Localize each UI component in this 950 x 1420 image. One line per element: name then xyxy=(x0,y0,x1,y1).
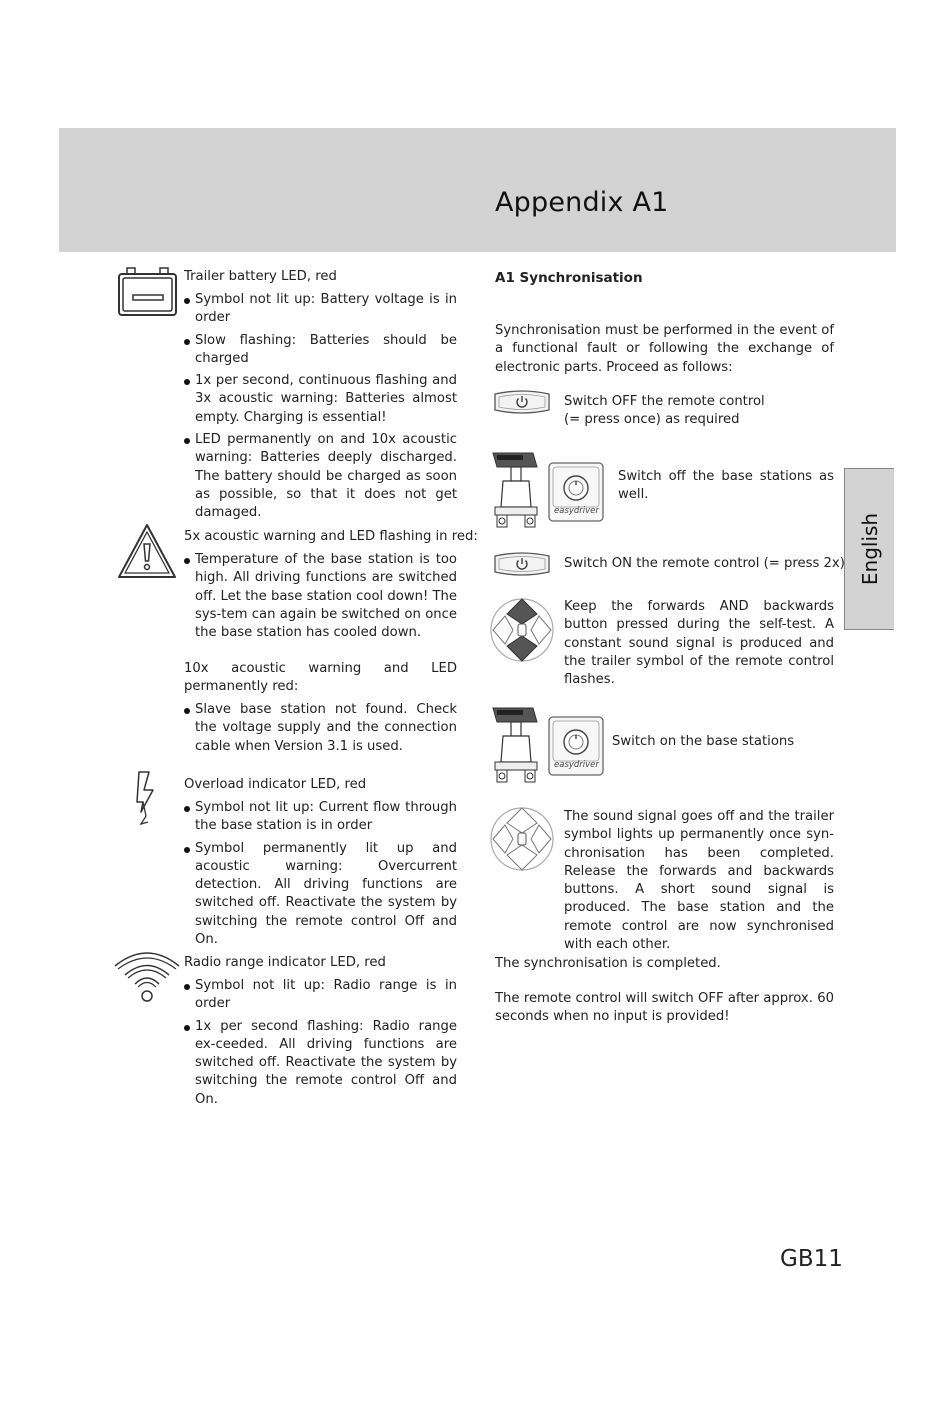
remote-keypad-icon xyxy=(489,803,555,875)
list-item: 1x per second, continuous flashing and 3x acoustic warning: Batteries almost empty. Charging is essential! xyxy=(184,372,457,427)
list-item: 1x per second flashing: Radio range ex-ceeded. All driving functions are switched off. Reactivate the system by switching the remote control Off and On. xyxy=(184,1018,457,1109)
overload-heading: Overload indicator LED, red xyxy=(184,777,367,792)
completed-text: The synchronisation is completed. xyxy=(495,956,721,971)
step3-text: Switch ON the remote control (= press 2x) xyxy=(564,556,845,571)
easydriver-label: easydriver xyxy=(554,506,599,516)
step1-line1: Switch OFF the remote control xyxy=(564,394,765,409)
intro-text: Synchronisation must be performed in the event of a functional fault or following the exchange of electronic parts. Proceed as follows: xyxy=(495,323,834,375)
power-button-icon xyxy=(491,388,553,416)
language-tab-label: English xyxy=(857,512,882,586)
warning-heading: 5x acoustic warning and LED flashing in red: xyxy=(184,529,478,544)
radio-list xyxy=(184,977,457,1113)
header-band xyxy=(59,128,896,252)
warning-list xyxy=(184,551,457,646)
warning-triangle-icon xyxy=(116,522,178,580)
list-item: Symbol permanently lit up and acoustic warning: Overcurrent detection. All driving functions are switched off. Reactivate the system by switching the remote control Off and On. xyxy=(184,840,457,950)
power-button-icon xyxy=(491,550,553,578)
list-item: Temperature of the base station is too high. All driving functions are switched off. Let the base station cool down! The sys-tem can again be switched on once the base station has cooled down. xyxy=(184,551,457,642)
lightning-icon xyxy=(133,770,161,826)
list-item: LED permanently on and 10x acoustic warning: Batteries deeply discharged. The battery should be charged as soon as possible, so that it does not get damaged. xyxy=(184,431,457,522)
list-item: Slave base station not found. Check the voltage supply and the connection cable when Version 3.1 is used. xyxy=(184,701,457,756)
overload-list xyxy=(184,799,457,953)
list-item: Symbol not lit up: Battery voltage is in order xyxy=(184,291,457,328)
page-number: GB11 xyxy=(780,1246,843,1272)
step1-line2: (= press once) as required xyxy=(564,412,740,427)
step4-text: Keep the forwards AND backwards button pressed during the self-test. A constant sound signal is produced and the trailer symbol of the remote control flashes. xyxy=(564,599,834,688)
step6-text: The sound signal goes off and the trailer symbol lights up permanently once syn-chronisation has been completed. Release the forwards and backwards buttons. A short sound signal is produced. The base station and the remote control are now synchronised with each other. xyxy=(564,809,834,953)
battery-list xyxy=(184,291,457,527)
radio-range-icon xyxy=(112,946,182,1004)
easydriver-label: easydriver xyxy=(554,760,599,770)
battery-heading: Trailer battery LED, red xyxy=(184,269,337,284)
base-station-switch-icon xyxy=(489,704,545,786)
language-tab xyxy=(844,468,894,630)
radio-heading: Radio range indicator LED, red xyxy=(184,955,386,970)
base-station-switch-icon xyxy=(489,449,545,531)
warning-list-2 xyxy=(184,701,457,760)
step5-text: Switch on the base stations xyxy=(612,734,795,749)
list-item: Slow flashing: Batteries should be charged xyxy=(184,332,457,369)
list-item: Symbol not lit up: Current flow through the base station is in order xyxy=(184,799,457,836)
step2-text: Switch off the base stations as well. xyxy=(618,469,834,503)
warning-heading-2: 10x acoustic warning and LED permanently red: xyxy=(184,661,457,695)
section-title: A1 Synchronisation xyxy=(495,270,643,286)
battery-icon xyxy=(117,266,179,318)
final-note: The remote control will switch OFF after approx. 60 seconds when no input is provided! xyxy=(495,991,834,1025)
list-item: Symbol not lit up: Radio range is in order xyxy=(184,977,457,1014)
remote-keypad-pressed-icon xyxy=(489,594,555,666)
page-title: Appendix A1 xyxy=(495,187,669,218)
